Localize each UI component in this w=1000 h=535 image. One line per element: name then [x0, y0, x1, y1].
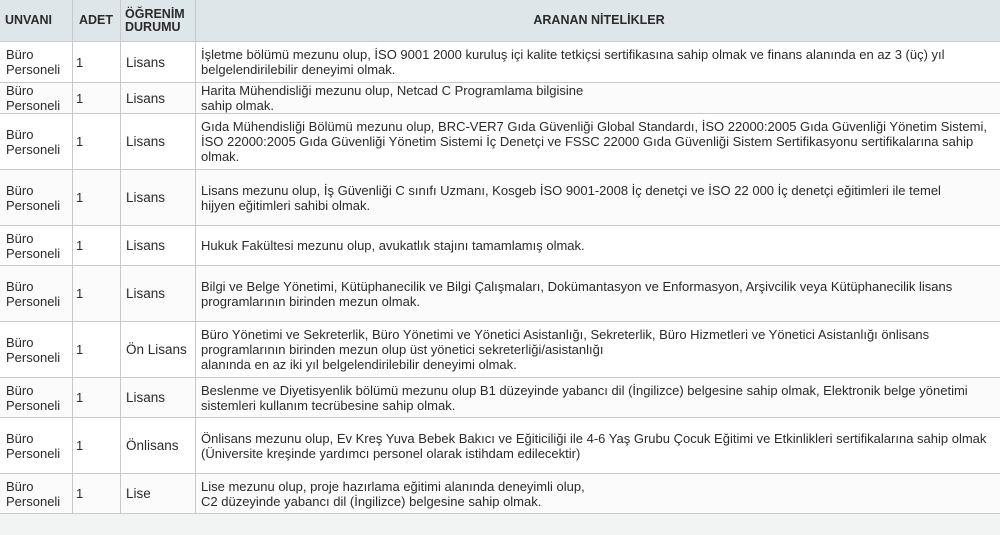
cell-unvan: Büro Personeli	[0, 83, 73, 114]
cell-aranan-nitelikler	[196, 83, 1000, 114]
cell-aranan-nitelikler	[196, 42, 1000, 83]
table-row	[0, 474, 1000, 514]
header-ogrenim-durumu	[121, 0, 196, 42]
cell-unvan: Büro Personeli	[0, 474, 73, 514]
requirement-text-line: Harita Mühendisliği mezunu olup, Netcad C Programlama bilgisine	[201, 83, 584, 98]
cell-adet: 1	[73, 474, 121, 514]
cell-unvan: Büro Personeli	[0, 378, 73, 418]
cell-unvan: Büro Personeli	[0, 322, 73, 378]
cell-unvan: Büro Personeli	[0, 42, 73, 83]
header-aranan-nitelikler: ARANAN NİTELİKLER	[196, 0, 1000, 42]
cell-aranan-nitelikler	[196, 418, 1000, 474]
cell-adet: 1	[73, 266, 121, 322]
requirement-text-line: Büro Yönetimi ve Sekreterlik, Büro Yönetimi ve Yönetici Asistanlığı, Sekreterlik, Büro Hizmetleri ve Yönetici Asistanlığı önlisans programlarının birinden mezun olup üst yönetici sekreterliği/asistanlığı	[201, 327, 930, 357]
cell-ogrenim-durumu: Lisans	[121, 114, 196, 170]
cell-unvan: Büro Personeli	[0, 418, 73, 474]
table-row	[0, 418, 1000, 474]
cell-ogrenim-durumu: Lisans	[121, 266, 196, 322]
cell-adet: 1	[73, 322, 121, 378]
requirement-text-line: programlarının birinden mezun olmak.	[201, 293, 420, 309]
cell-adet: 1	[73, 226, 121, 266]
table-row	[0, 266, 1000, 322]
cell-aranan-nitelikler	[196, 474, 1000, 514]
cell-unvan: Büro Personeli	[0, 266, 73, 322]
cell-ogrenim-durumu: Lisans	[121, 170, 196, 226]
cell-aranan-nitelikler	[196, 266, 1000, 322]
requirement-text-line: hijyen eğitimleri sahibi olmak.	[201, 197, 371, 213]
requirement-text-line: Beslenme ve Diyetisyenlik bölümü mezunu olup B1 düzeyinde yabancı dil (İngilizce) belgesine sahip olmak, Elektronik belge yönetimi sistemleri kullanım tecrübesine sahip olmak.	[201, 382, 968, 413]
cell-ogrenim-durumu: Lisans	[121, 83, 196, 114]
cell-ogrenim-durumu: Lisans	[121, 378, 196, 418]
requirement-text-line: Önlisans mezunu olup, Ev Kreş Yuva Bebek Bakıcı ve Eğiticiliği ile 4-6 Yaş Grubu Çocuk Eğitimi ve Etkinlikleri sertifikalarına sahip olmak	[201, 430, 987, 446]
table-row	[0, 378, 1000, 418]
cell-aranan-nitelikler	[196, 114, 1000, 170]
table-row	[0, 83, 1000, 114]
cell-adet: 1	[73, 378, 121, 418]
cell-ogrenim-durumu: Lisans	[121, 42, 196, 83]
header-ogrenim-line2: DURUMU	[125, 19, 181, 34]
requirement-text-line: sahip olmak.	[201, 98, 274, 113]
cell-adet: 1	[73, 83, 121, 114]
table-header-row	[0, 0, 1000, 42]
cell-aranan-nitelikler	[196, 226, 1000, 266]
requirement-text-line: C2 düzeyinde yabancı dil (İngilizce) belgesine sahip olmak.	[201, 493, 542, 509]
requirement-text-line: alanında en az iki yıl belgelendirilebilir deneyimi olmak.	[201, 357, 517, 372]
cell-adet: 1	[73, 170, 121, 226]
cell-adet: 1	[73, 418, 121, 474]
requirement-text-line: Gıda Mühendisliği Bölümü mezunu olup, BRC-VER7 Gıda Güvenliği Global Standardı, İSO 22000:2005 Gıda Güvenliği Yönetim Sistemi, İSO 22000:2005 Gıda Güvenliği Yönetim Sistemi İç Denetçi ve FSSC 22000 Gıda Güvenliği Sistem Sertifikasyonu sertifikalarına sahip olmak.	[201, 119, 987, 164]
cell-aranan-nitelikler	[196, 170, 1000, 226]
cell-unvan: Büro Personeli	[0, 226, 73, 266]
requirement-text-line: Lisans mezunu olup, İş Güvenliği C sınıfı Uzmanı, Kosgeb İSO 9001-2008 İç denetçi ve İSO 22 000 İç denetçi eğitimleri ile temel	[201, 182, 941, 198]
cell-aranan-nitelikler	[196, 378, 1000, 418]
cell-adet: 1	[73, 42, 121, 83]
cell-ogrenim-durumu: Lise	[121, 474, 196, 514]
cell-unvan: Büro Personeli	[0, 114, 73, 170]
cell-ogrenim-durumu: Önlisans	[121, 418, 196, 474]
cell-ogrenim-durumu: Ön Lisans	[121, 322, 196, 378]
requirement-text-line: (Üniversite kreşinde yardımcı personel olarak istihdam edilecektir)	[201, 445, 581, 461]
table-row	[0, 42, 1000, 83]
table-row	[0, 114, 1000, 170]
header-unvan: UNVANI	[0, 0, 73, 42]
table-row	[0, 322, 1000, 378]
requirement-text-line: Bilgi ve Belge Yönetimi, Kütüphanecilik ve Bilgi Çalışmaları, Dokümantasyon ve Enformasyon, Arşivcilik veya Kütüphanecilik lisans	[201, 278, 953, 294]
cell-adet: 1	[73, 114, 121, 170]
header-adet: ADET	[73, 0, 121, 42]
table-row	[0, 226, 1000, 266]
cell-aranan-nitelikler	[196, 322, 1000, 378]
cell-unvan: Büro Personeli	[0, 170, 73, 226]
header-ogrenim-line1: ÖĞRENİM	[125, 6, 185, 21]
cell-ogrenim-durumu: Lisans	[121, 226, 196, 266]
table-body	[0, 42, 1000, 514]
requirement-text-line: Lise mezunu olup, proje hazırlama eğitimi alanında deneyimli olup,	[201, 478, 585, 494]
requirement-text-line: İşletme bölümü mezunu olup, İSO 9001 2000 kuruluş içi kalite tetkiçsi sertifikasına sahip olmak ve finans alanında en az 3 (üç) yıl belgelendirilebilir deneyimi olmak.	[201, 47, 945, 77]
requirement-text-line: Hukuk Fakültesi mezunu olup, avukatlık stajını tamamlamış olmak.	[201, 238, 585, 253]
table-row	[0, 170, 1000, 226]
